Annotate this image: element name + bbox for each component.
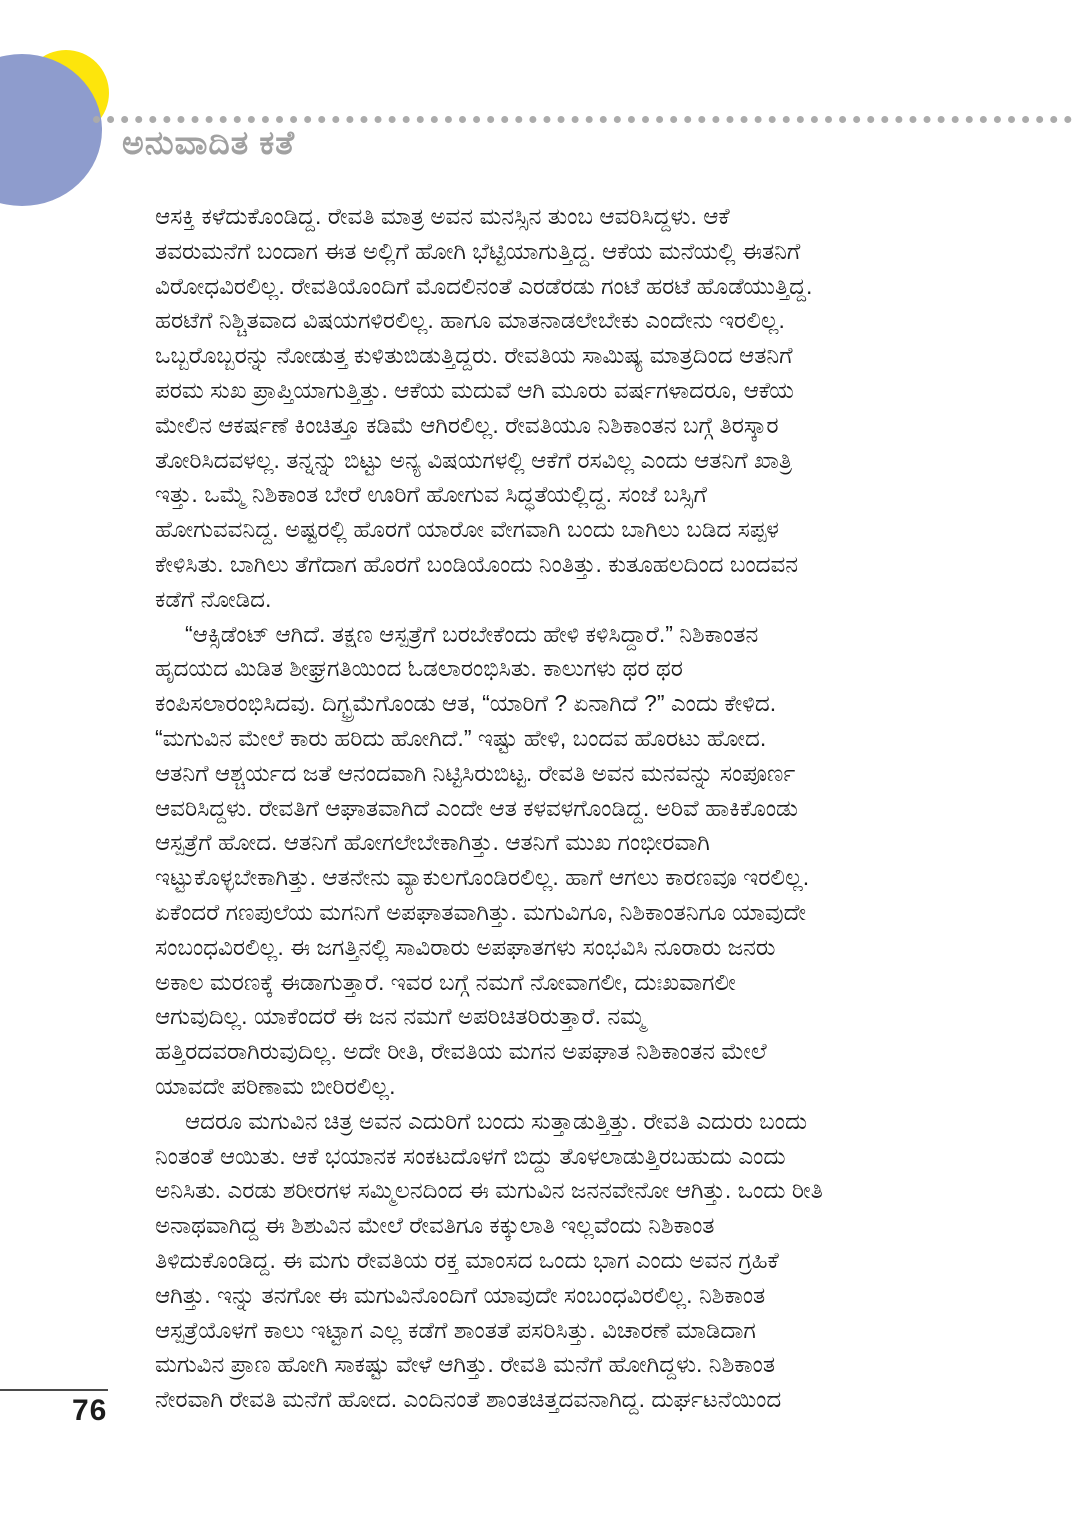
text-line: ಆಗುವುದಿಲ್ಲ. ಯಾಕೆಂದರೆ ಈ ಜನ ನಮಗೆ ಅಪರಿಚಿತರಿರುತ್ತಾರೆ. ನಮ್ಮ (155, 1003, 646, 1030)
text-line: ಕೇಳಿಸಿತು. ಬಾಗಿಲು ತೆಗೆದಾಗ ಹೊರಗೆ ಬಂಡಿಯೊಂದು ನಿಂತಿತ್ತು. ಕುತೂಹಲದಿಂದ ಬಂದವನ (155, 550, 799, 577)
text-line: ಆತನಿಗೆ ಆಶ್ಚರ್ಯದ ಜತೆ ಆನಂದವಾಗಿ ನಿಟ್ಟಿಸಿರುಬಿಟ್ಟ. ರೇವತಿ ಅವನ ಮನವನ್ನು ಸಂಪೂರ್ಣ (155, 759, 796, 786)
dotted-rule (93, 116, 1072, 123)
text-line: “ಆಕ್ಸಿಡೆಂಟ್ ಆಗಿದೆ. ತಕ್ಷಣ ಆಸ್ಪತ್ರೆಗೆ ಬರಬೇಕೆಂದು ಹೇಳಿ ಕಳಿಸಿದ್ದಾರೆ.” ನಿಶಿಕಾಂತನ (185, 620, 759, 647)
text-line: ಇಟ್ಟುಕೊಳ್ಳಬೇಕಾಗಿತ್ತು. ಆತನೇನು ವ್ಯಾಕುಲಗೊಂಡಿರಲಿಲ್ಲ. ಹಾಗೆ ಆಗಲು ಕಾರಣವೂ ಇರಲಿಲ್ಲ. (155, 864, 810, 891)
text-line: ಅಕಾಲ ಮರಣಕ್ಕೆ ಈಡಾಗುತ್ತಾರೆ. ಇವರ ಬಗ್ಗೆ ನಮಗೆ ನೋವಾಗಲೀ, ದುಃಖವಾಗಲೀ (155, 968, 736, 995)
text-line: ಕಡೆಗೆ ನೋಡಿದ. (155, 585, 272, 612)
paragraph-3 (155, 1104, 950, 1417)
text-line: ಹೃದಯದ ಮಿಡಿತ ಶೀಘ್ರಗತಿಯಿಂದ ಓಡಲಾರಂಭಿಸಿತು. ಕಾಲುಗಳು ಥರ ಥರ (155, 655, 683, 682)
text-line: ಆವರಿಸಿದ್ದಳು. ರೇವತಿಗೆ ಆಘಾತವಾಗಿದೆ ಎಂದೇ ಆತ ಕಳವಳಗೊಂಡಿದ್ದ. ಅರಿವೆ ಹಾಕಿಕೊಂಡು (155, 794, 798, 821)
text-line: ಯಾವದೇ ಪರಿಣಾಮ ಬೀರಿರಲಿಲ್ಲ. (155, 1072, 396, 1099)
paragraph-2 (155, 617, 950, 1104)
text-line: ಆದರೂ ಮಗುವಿನ ಚಿತ್ರ ಅವನ ಎದುರಿಗೆ ಬಂದು ಸುತ್ತಾಡುತ್ತಿತ್ತು. ರೇವತಿ ಎದುರು ಬಂದು (185, 1107, 808, 1134)
text-line: ಸಂಬಂಧವಿರಲಿಲ್ಲ. ಈ ಜಗತ್ತಿನಲ್ಲಿ ಸಾವಿರಾರು ಅಪಘಾತಗಳು ಸಂಭವಿಸಿ ನೂರಾರು ಜನರು (155, 933, 776, 960)
page-number: 76 (72, 1394, 108, 1427)
text-line: ಏಕೆಂದರೆ ಗಣಪುಲೆಯ ಮಗನಿಗೆ ಅಪಘಾತವಾಗಿತ್ತು. ಮಗುವಿಗೂ, ನಿಶಿಕಾಂತನಿಗೂ ಯಾವುದೇ (155, 898, 807, 925)
text-line: ಆಸ್ಪತ್ರೆಗೆ ಹೋದ. ಆತನಿಗೆ ಹೋಗಲೇಬೇಕಾಗಿತ್ತು. ಆತನಿಗೆ ಮುಖ ಗಂಭೀರವಾಗಿ (155, 829, 710, 856)
text-line: ಮೇಲಿನ ಆಕರ್ಷಣೆ ಕಿಂಚಿತ್ತೂ ಕಡಿಮೆ ಆಗಿರಲಿಲ್ಲ. ರೇವತಿಯೂ ನಿಶಿಕಾಂತನ ಬಗ್ಗೆ ತಿರಸ್ಕಾರ (155, 411, 779, 438)
text-line: ಆಗಿತ್ತು. ಇನ್ನು ತನಗೋ ಈ ಮಗುವಿನೊಂದಿಗೆ ಯಾವುದೇ ಸಂಬಂಧವಿರಲಿಲ್ಲ. ನಿಶಿಕಾಂತ (155, 1281, 766, 1308)
text-line: ಆಸಕ್ತಿ ಕಳೆದುಕೊಂಡಿದ್ದ. ರೇವತಿ ಮಾತ್ರ ಅವನ ಮನಸ್ಸಿನ ತುಂಬ ಆವರಿಸಿದ್ದಳು. ಆಕೆ (155, 203, 730, 229)
text-line: ಇತ್ತು. ಒಮ್ಮೆ ನಿಶಿಕಾಂತ ಬೇರೆ ಊರಿಗೆ ಹೋಗುವ ಸಿದ್ಧತೆಯಲ್ಲಿದ್ದ. ಸಂಜೆ ಬಸ್ಸಿಗೆ (155, 481, 707, 508)
section-header: ಅನುವಾದಿತ ಕತೆ (122, 124, 296, 161)
body-text (155, 199, 950, 1417)
text-line: ಹೋಗುವವನಿದ್ದ. ಅಷ್ಟರಲ್ಲಿ ಹೊರಗೆ ಯಾರೋ ವೇಗವಾಗಿ ಬಂದು ಬಾಗಿಲು ಬಡಿದ ಸಪ್ಪಳ (155, 516, 779, 543)
text-line: ತೋರಿಸಿದವಳಲ್ಲ. ತನ್ನನ್ನು ಬಿಟ್ಟು ಅನ್ಯ ವಿಷಯಗಳಲ್ಲಿ ಆಕೆಗೆ ರಸವಿಲ್ಲ ಎಂದು ಆತನಿಗೆ ಖಾತ್ರಿ (155, 446, 793, 473)
paragraph-1 (155, 199, 950, 617)
text-line: ಕಂಪಿಸಲಾರಂಭಿಸಿದವು. ದಿಗ್ಭ್ರಮೆಗೊಂಡು ಆತ, “ಯಾರಿಗೆ ? ಏನಾಗಿದೆ ?” ಎಂದು ಕೇಳಿದ. (155, 690, 777, 717)
text-line: ಅನಾಥವಾಗಿದ್ದ ಈ ಶಿಶುವಿನ ಮೇಲೆ ರೇವತಿಗೂ ಕಕ್ಕುಲಾತಿ ಇಲ್ಲವೆಂದು ನಿಶಿಕಾಂತ (155, 1212, 715, 1239)
text-line: ಹತ್ತಿರದವರಾಗಿರುವುದಿಲ್ಲ. ಅದೇ ರೀತಿ, ರೇವತಿಯ ಮಗನ ಅಪಘಾತ ನಿಶಿಕಾಂತನ ಮೇಲೆ (155, 1038, 767, 1065)
text-line: ಪರಮ ಸುಖ ಪ್ರಾಪ್ತಿಯಾಗುತ್ತಿತ್ತು. ಆಕೆಯ ಮದುವೆ ಆಗಿ ಮೂರು ವರ್ಷಗಳಾದರೂ, ಆಕೆಯ (155, 376, 794, 403)
text-line: ಮಗುವಿನ ಪ್ರಾಣ ಹೋಗಿ ಸಾಕಷ್ಟು ವೇಳೆ ಆಗಿತ್ತು. ರೇವತಿ ಮನೆಗೆ ಹೋಗಿದ್ದಳು. ನಿಶಿಕಾಂತ (155, 1351, 776, 1378)
text-line: ನಿಂತಂತೆ ಆಯಿತು. ಆಕೆ ಭಯಾನಕ ಸಂಕಟದೊಳಗೆ ಬಿದ್ದು ತೊಳಲಾಡುತ್ತಿರಬಹುದು ಎಂದು (155, 1142, 786, 1169)
footer-rule (0, 1389, 108, 1391)
text-line: ಆಸ್ಪತ್ರೆಯೊಳಗೆ ಕಾಲು ಇಟ್ಟಾಗ ಎಲ್ಲ ಕಡೆಗೆ ಶಾಂತತೆ ಪಸರಿಸಿತ್ತು. ವಿಚಾರಣೆ ಮಾಡಿದಾಗ (155, 1316, 756, 1343)
text-line: ನೇರವಾಗಿ ರೇವತಿ ಮನೆಗೆ ಹೋದ. ಎಂದಿನಂತೆ ಶಾಂತಚಿತ್ತದವನಾಗಿದ್ದ. ದುರ್ಘಟನೆಯಿಂದ (155, 1386, 782, 1413)
text-line: ಒಬ್ಬರೊಬ್ಬರನ್ನು ನೋಡುತ್ತ ಕುಳಿತುಬಿಡುತ್ತಿದ್ದರು. ರೇವತಿಯ ಸಾಮಿಷ್ಯ ಮಾತ್ರದಿಂದ ಆತನಿಗೆ (155, 342, 793, 369)
text-line: ತವರುಮನೆಗೆ ಬಂದಾಗ ಈತ ಅಲ್ಲಿಗೆ ಹೋಗಿ ಭೆಟ್ಟಿಯಾಗುತ್ತಿದ್ದ. ಆಕೆಯ ಮನೆಯಲ್ಲಿ ಈತನಿಗೆ (155, 237, 801, 264)
text-line: “ಮಗುವಿನ ಮೇಲೆ ಕಾರು ಹರಿದು ಹೋಗಿದೆ.” ಇಷ್ಟು ಹೇಳಿ, ಬಂದವ ಹೊರಟು ಹೋದ. (155, 724, 767, 751)
text-line: ತಿಳಿದುಕೊಂಡಿದ್ದ. ಈ ಮಗು ರೇವತಿಯ ರಕ್ತ ಮಾಂಸದ ಒಂದು ಭಾಗ ಎಂದು ಅವನ ಗ್ರಹಿಕೆ (155, 1246, 779, 1273)
text-line: ಹರಟೆಗೆ ನಿಶ್ಚಿತವಾದ ವಿಷಯಗಳಿರಲಿಲ್ಲ. ಹಾಗೂ ಮಾತನಾಡಲೇಬೇಕು ಎಂದೇನು ಇರಲಿಲ್ಲ. (155, 307, 785, 334)
text-line: ವಿರೋಧವಿರಲಿಲ್ಲ. ರೇವತಿಯೊಂದಿಗೆ ಮೊದಲಿನಂತೆ ಎರಡೆರಡು ಗಂಟೆ ಹರಟೆ ಹೊಡೆಯುತ್ತಿದ್ದ. (155, 272, 813, 299)
text-line: ಅನಿಸಿತು. ಎರಡು ಶರೀರಗಳ ಸಮ್ಮಿಲನದಿಂದ ಈ ಮಗುವಿನ ಜನನವೇನೋ ಆಗಿತ್ತು. ಒಂದು ರೀತಿ (155, 1177, 823, 1204)
